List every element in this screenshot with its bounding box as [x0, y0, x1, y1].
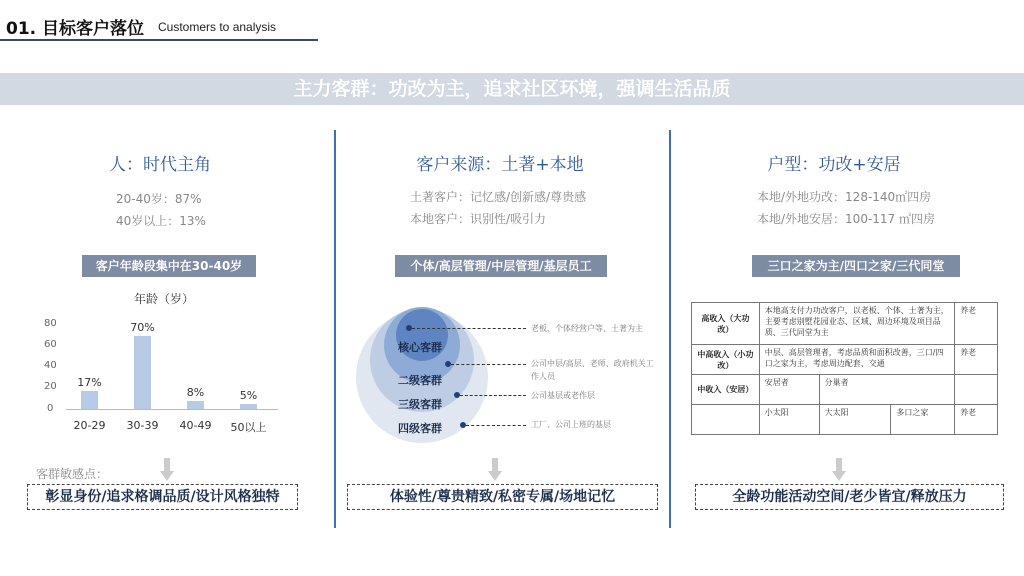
col3-summary: 全龄功能活动空间/老少皆宜/释放压力	[695, 484, 1004, 510]
table-cell: 养老	[955, 405, 998, 435]
col1-heading: 人：时代主角	[109, 155, 211, 175]
table-cell: 多口之家	[891, 405, 955, 435]
col1-label: 客户年龄段集中在30-40岁	[82, 255, 256, 277]
header-rule	[0, 39, 318, 41]
banner-text: 主力客群：功改为主，追求社区环境，强调生活品质	[293, 78, 731, 100]
col3-down-arrow-icon	[832, 458, 846, 482]
household-table	[691, 302, 998, 435]
col3-stat-1: 本地/外地功改：128-140㎡四房	[757, 190, 932, 204]
col3-heading: 户型：功改+安居	[767, 155, 901, 175]
ring-note-2: 公司中层/高层、老师、政府机关工作人员	[531, 359, 654, 381]
col1-stat-2: 40岁以上：13%	[116, 214, 206, 228]
col3-label: 三口之家为主/四口之家/三代同堂	[752, 255, 960, 277]
x-tick-label: 40-49	[179, 419, 212, 432]
bar-30-39	[134, 336, 151, 410]
y-tick-0: 0	[47, 403, 54, 414]
col2-label: 个体/高层管理/中层管理/基层员工	[395, 255, 607, 277]
table-cell: 安居者	[759, 375, 819, 405]
ring-label-4: 四级客群	[398, 422, 442, 435]
bar-50以上	[240, 404, 257, 409]
table-row	[692, 303, 998, 345]
x-tick-label: 50以上	[230, 421, 267, 434]
y-tick-40: 40	[44, 360, 57, 371]
y-tick-60: 60	[44, 339, 57, 350]
table-cell	[692, 405, 760, 435]
table-cell: 中高收入（小功改）	[692, 345, 760, 375]
col1-summary: 彰显身份/追求格调品质/设计风格独特	[27, 484, 298, 510]
col1-sensitive-label: 客群敏感点：	[36, 467, 109, 481]
col2-stat-1: 土著客户：记忆感/创新感/尊贵感	[410, 190, 587, 204]
bar-value-label: 5%	[239, 388, 258, 402]
table-row	[692, 405, 998, 435]
page-subtitle: Customers to analysis	[158, 20, 277, 34]
col3-stat-2: 本地/外地安居：100-117 ㎡四房	[757, 212, 935, 226]
age-chart-title-wrap	[0, 288, 330, 307]
table-cell: 中层、高层管理者，考虑品质和面积改善，三口/四口之家为主，考虑周边配套、交通	[759, 345, 954, 375]
table-cell: 中收入（安居）	[692, 375, 760, 405]
col2-stat-2: 本地客户：识别性/吸引力	[410, 212, 547, 226]
ring-label-core: 核心客群	[398, 341, 442, 354]
bar-40-49	[187, 401, 204, 409]
ring-note-3: 公司基层或老作层	[531, 391, 595, 400]
bar-20-29	[81, 391, 98, 409]
pointer-line-1	[412, 328, 526, 329]
y-tick-20: 20	[44, 381, 57, 392]
x-axis-line	[66, 409, 278, 410]
ring-note-4: 工厂、公司上班的基层	[531, 420, 611, 429]
col2-down-arrow-icon	[488, 458, 502, 482]
bar-value-label: 8%	[186, 385, 205, 399]
table-cell: 小太阳	[759, 405, 819, 435]
age-chart-title: 年龄（岁）	[133, 292, 194, 306]
table-cell	[955, 375, 998, 405]
bar-value-label: 70%	[130, 320, 155, 334]
column-divider-2	[669, 130, 671, 528]
ring-note-1: 老板、个体经营户等、土著为主	[531, 324, 643, 333]
pointer-line-3	[460, 395, 526, 396]
pointer-line-4	[466, 425, 526, 426]
table-cell: 本地高支付力功改客户，以老板、个体、土著为主，主要考虑别墅花园业态、区域、周边环境及项目品质、三代同堂为主	[759, 303, 954, 345]
col1-stat-1: 20-40岁：87%	[116, 192, 202, 206]
ring-label-2: 二级客群	[398, 374, 442, 387]
bar-value-label: 17%	[77, 376, 102, 390]
table-cell: 养老	[955, 303, 998, 345]
col2-summary: 体验性/尊贵精致/私密专属/场地记忆	[347, 484, 658, 510]
page-title: 01. 目标客户落位	[6, 19, 145, 39]
table-row	[692, 345, 998, 375]
col1-down-arrow-icon	[160, 458, 174, 482]
table-cell: 大太阳	[819, 405, 891, 435]
col2-heading: 客户来源：土著+本地	[416, 155, 584, 175]
y-tick-80: 80	[44, 318, 57, 329]
column-divider-1	[334, 130, 336, 528]
pointer-line-2	[451, 364, 526, 365]
x-tick-label: 20-29	[73, 419, 106, 432]
table-cell: 高收入（大功改）	[692, 303, 760, 345]
age-bar-chart	[30, 310, 280, 440]
banner	[0, 73, 1024, 105]
table-row	[692, 375, 998, 405]
table-cell: 养老	[955, 345, 998, 375]
ring-label-3: 三级客群	[398, 398, 442, 411]
table-cell: 分巢者	[819, 375, 955, 405]
x-tick-label: 30-39	[126, 419, 159, 432]
